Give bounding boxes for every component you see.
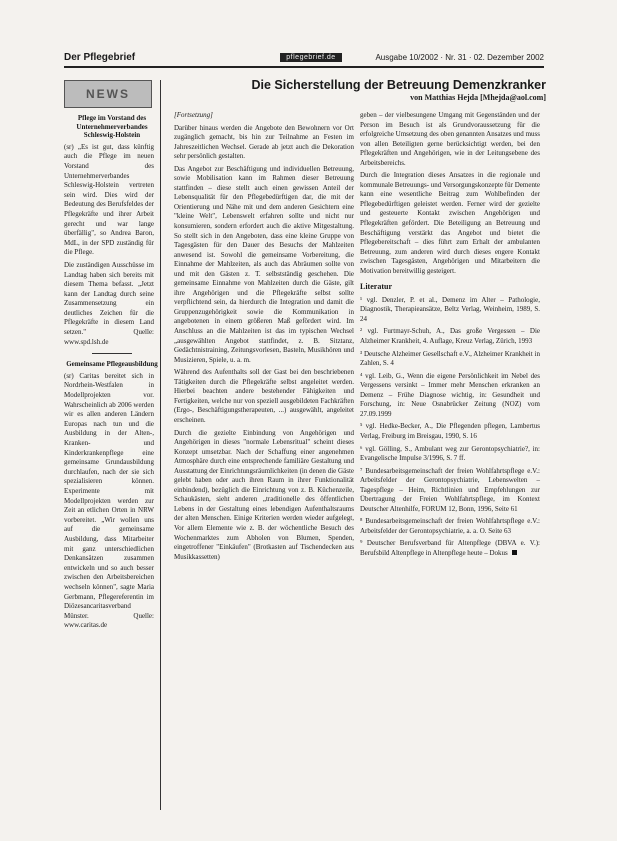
masthead-rule — [64, 66, 544, 68]
news-body — [64, 143, 160, 347]
article-header — [168, 78, 546, 103]
reference-item: ⁴ vgl. Leib, G., Wenn die eigene Persönlichkeit im Nebel des Vergessens versinkt – Immer mehr Menschen erkranken an Demenz – Frühe Diagnose wichtig, in: Gesundheit und Forschung, in: Neue Osnabrücker Zeitung (NOZ) vom 27.09.1999 — [360, 371, 540, 418]
issue-info: Ausgabe 10/2002 · Nr. 31 · 02. Dezember 2002 — [375, 53, 544, 62]
news-divider — [92, 353, 132, 354]
article-paragraph: Durch die Integration dieses Ansatzes in die regionale und kommunale Betreuungs- und Versorgungskonzepte für Demente kann eine wesentliche Beitrag zum Wohlbefinden der Pflegebedürftigen geleistet werden. Ferner wird der gezielte und gesteuerte Kontakt zwischen Angehörigen und Pflegekräften gefördert. Die Beteiligung an Betreuung und Beschäftigung verstärkt das Angebot und bietet die Pflegebereitschaft – dies führt zum Erhalt der ambulanten Betreuung, zum anderen wird durch dieses engere Kontakt zwischen Tagesgästen, Angehörigen und Mitarbeitern die Motivation bereitwillig gesteigert. — [360, 171, 540, 275]
news-label-box: NEWS — [64, 80, 152, 108]
reference-item: ⁸ Bundesarbeitsgemeinschaft der freien Wohlfahrtspflege e.V.: Arbeitsfelder der Gerontopsychiatrie, a. a. O. Seite 63 — [360, 517, 540, 535]
news-paragraph: (sr) Caritas bereitet sich in Nordrhein-Westfalen in Modellprojekten vor. Wahrscheinlich ab 2006 werden wir es allen anderen Ländern Europas nach tun und die Ausbildung in der Alten-, Kranken- und Kinderkrankenpflege eine gemeinsame Grundausbildung durchlaufen, nach der sie sich spezialisieren können. Experimente mit Modellprojekten werden zur Zeit an etlichen Orten in NRW vorbereitet. „Wir wollen uns auf die gemeinsame Ausbildung, dass Mitarbeiter mit ganz unterschiedlichen Denkansätzen zusammen entwickeln und so auch besser zwischen den Arbeitsbereichen wechseln können", sagte Maria Gerbmann, Pflegereferentin im Diözesancaritasverband Münster. Quelle: www.caritas.de — [64, 371, 154, 630]
article-paragraph: Darüber hinaus werden die Angebote den Bewohnern vor Ort zugänglich gemacht, bis hin zur Teilnahme an Festen im Jahreszeitlichen Wechsel. Gerade ab jetzt auch die Dekoration sehr persönlich gestalten. — [174, 123, 354, 161]
news-paragraph: Die zuständigen Ausschüsse im Landtag haben sich bereits mit diesem Thema befasst. „Jetzt kann der Landtag durch seine Zusammensetzung ein deutliches Zeichen für die Pflegekräfte in diesem Land setzen." Quelle: www.spd.lsh.de — [64, 260, 154, 346]
article-paragraph: Das Angebot zur Beschäftigung und individuellen Betreuung, sowie Mobilisation kann im Rahmen dieser Betreuung stattfinden – diese stellt auch einen gewissen Anteil der Lebensqualität für den Pflegebedürftigen dar, die mit der Orientierung und Nähe mit und dem anderen Gesichtern eine "kleine Welt", Lebenswelt erfahren sollte und nicht nur konsumieren, sondern erfordert auch die aktive Mitgestaltung. So stellt sich in den Angeboten, dass eine kleine Gruppe von Tagesgästen für den Dauer des Besuchs der Mahlzeiten anwesend ist. Sowohl die gemeinsame Vorbereitung, die Einnahme der Mahlzeiten, als auch das Abräumen sollte von und mit den Gästen z. T. selbstständig geschehen. Die gemeinsame Einnahme von Mahlzeiten durch die Gäste, gilt ihre Angehörigen und die Pflegekräfte selbst sollte verpflichtend sein, da hierdurch die Integration und damit die Gruppenzugehörigkeit sowie die Kommunikation in angebotenen in einem größeren Maß gefördert wird. Im Anschluss an die Mahlzeiten ist das im typischen Wechsel „ausgewählten Angebot stattfindet, z. B. Sitztanz, Gedächtnistraining, Zeitungsvorlesen, Basteln, Musikhören und Musizieren, Spiele, u. a. m. — [174, 164, 354, 364]
reference-item — [360, 539, 540, 558]
news-headline: Gemeinsame Pflegeausbildung — [66, 360, 158, 369]
article-paragraph: Während des Aufenthalts soll der Gast bei den beschriebenen Tätigkeiten durch die Pflegekräfte selbst angeleitet werden. Hierbei beachten andere bestehender Fähigkeiten und Fertigkeiten, welche nur von speziell ausgebildeten Fachkräften (Ergo-, Beschäftigungstherapeuten, ...) ausgewählt, angeleitet erscheinen. — [174, 368, 354, 424]
article-paragraph: Durch die gezielte Einbindung von Angehörigen und Angehörigen in dieses "normale Lebensritual" scheint dieses Konzept umsetzbar. Nach der Schaffung einer angenehmen Atmosphäre durch eine entsprechende familiäre Gestaltung und Ausstattung der Einrichtungsräumlichkeiten (in denen die Gäste gelebt haben oder auch ihren Raum in ihrer Funktionalität einbindend), bezüglich die Einrichtung von z. B. Küchenzeile, Schaukästen, sieht anderen „traditionelle des öffentlichen Lebens in der Gestaltung eines lebendigen Aufenthaltsraums der alten Menschen. Einige Kriterien werden wieder aufgelegt, Vor allem Elemente wie z. B. der wöchentliche Besuch des Wochenmarktes zum Abholen von Blumen, Spenden, eingetroffener "Einkäufen" (Brotkasten auf Tischendecken aus Musikkassetten) — [174, 428, 354, 561]
news-paragraph: (sr) „Es ist gut, dass künftig auch die Pflege im neuen Vorstand des Unternehmerverbandes Schleswig-Holstein vertreten sein wird. Dies wird der Bedeutung des Berufsfeldes der Pflegekräfte und ihrer Arbeit gerecht und war lange überfällig", so Andrea Baron, MdL, in der SPD zuständig für die Pflege. — [64, 142, 154, 257]
news-sidebar — [64, 80, 161, 810]
article-column-1 — [174, 111, 354, 565]
article-title: Die Sicherstellung der Betreuung Demenzkranker — [251, 78, 546, 92]
news-body — [64, 372, 160, 631]
reference-text: ⁹ Deutscher Berufsverband für Altenpflege (DBVA e. V.): Berufsbild Altenpflege in Altenpflege heute – Dokus — [360, 539, 540, 557]
news-headline: Pflege im Vorstand des Unternehmerverbandes Schleswig-Holstein — [76, 114, 148, 140]
reference-item: ¹ vgl. Denzler, P. et al., Demenz im Alter – Pathologie, Diagnostik, Therapieansätze, Beltz Verlag, Weinheim, 1989, S. 24 — [360, 295, 540, 323]
continuation-label: [Fortsetzung] — [174, 111, 213, 119]
article-column-2 — [360, 111, 540, 562]
reference-item: ² vgl. Furtmayr-Schuh, A., Das große Vergessen – Die Alzheimer Krankheit, 4. Auflage, Kreuz Verlag, Zürich, 1993 — [360, 327, 540, 346]
publication-title: Der Pflegebrief — [64, 52, 136, 63]
article-byline: von Matthias Hejda [Mhejda@aol.com] — [410, 93, 546, 102]
masthead — [64, 52, 544, 66]
end-of-article-mark — [512, 550, 517, 555]
reference-item: ³ Deutsche Alzheimer Gesellschaft e.V., Alzheimer Krankheit in Zahlen, S. 4 — [360, 349, 540, 368]
article-paragraph: geben – der vielbesungene Umgang mit Gegenständen und der Person im Besuch ist als Grundvoraussetzung für die erfolgreiche Umsetzung des oben genannten Ansatzes und muss von allen Beteiligten gerne berücksichtigt werden, bei den Pflegekräften und Angehörigen, wie in der Leitungsebene des Arbeitsbereichs. — [360, 111, 540, 167]
reference-item: ⁷ Bundesarbeitsgemeinschaft der freien Wohlfahrtspflege e.V.: Arbeitsfelder der Gerontopsychiatrie, Lebenswelten – Tagespflege – Heim, Richtlinien und Empfehlungen zur Übertragung der Freien Wohlfahrtspflege, im Kontext Deutscher Altenhilfe, FORUM 12, Bonn, 1996, Seite 61 — [360, 466, 540, 513]
literature-heading: Literatur — [360, 282, 392, 292]
publication-logo: pflegebrief.de — [280, 53, 342, 62]
reference-item: ⁵ vgl. Hedke-Becker, A., Die Pflegenden pflegen, Lambertus Verlag, Freiburg im Breisgau, 1990, S. 16 — [360, 422, 540, 440]
reference-item: ⁶ vgl. Gölling, S., Ambulant weg zur Gerontopsychiatrie?, in: Evangelische Impulse 3/1996, S. 7 ff. — [360, 444, 540, 463]
